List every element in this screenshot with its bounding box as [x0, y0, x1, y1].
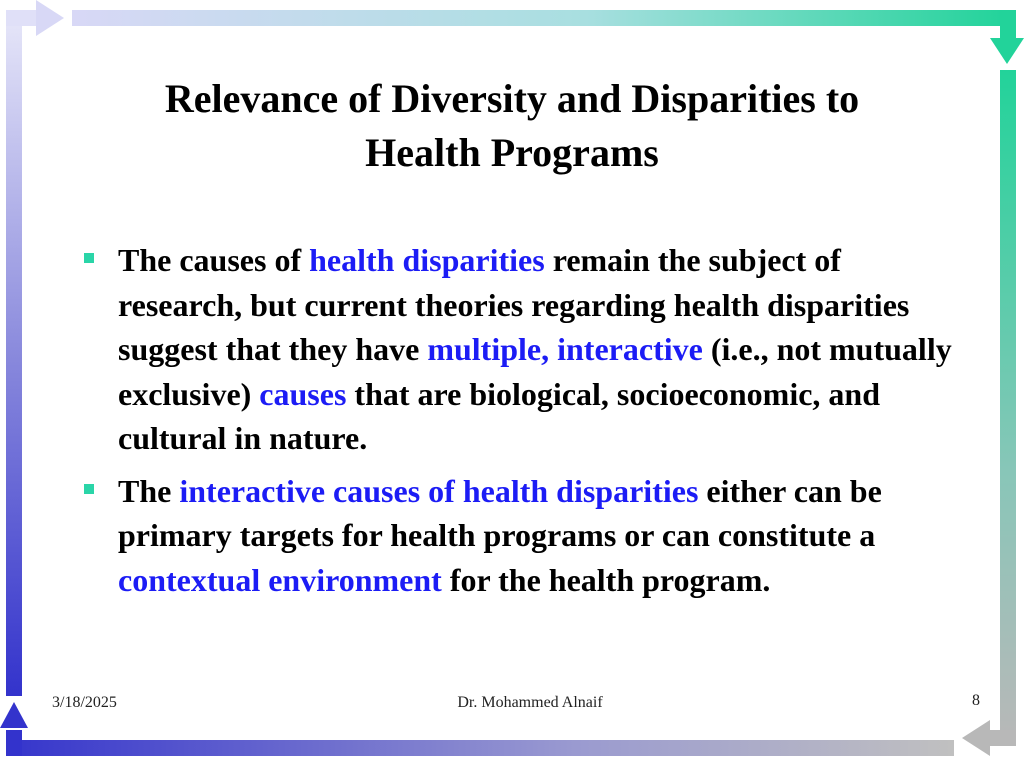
footer-date: 3/18/2025: [52, 694, 117, 711]
highlighted-term: causes: [259, 375, 347, 412]
slide-title: [60, 72, 964, 180]
bullet-text-segment: that are biological, socioeconomic, and cultural in nature.: [118, 375, 880, 456]
highlighted-term: multiple, interactive: [427, 331, 703, 367]
bullet-item: [78, 238, 968, 461]
frame-left-bar: [6, 0, 64, 696]
bullet-text-segment: remain the subject of research, but current theories regarding health disparities suggest that they have: [118, 242, 910, 367]
slide-title-line-2: Health Programs: [365, 130, 659, 175]
footer-author: Dr. Mohammed Alnaif: [457, 694, 603, 711]
bullet-text-segment: The: [118, 472, 180, 509]
highlighted-term: interactive causes of health disparities: [179, 472, 699, 509]
frame-top-bar: [72, 10, 1024, 64]
bullet-text-segment: for the health program.: [441, 561, 771, 598]
arrow-right-icon: [36, 0, 64, 36]
arrow-left-icon: [962, 720, 990, 756]
square-bullet-icon: [84, 484, 94, 494]
highlighted-term: health disparities: [309, 242, 545, 278]
bullet-text-segment: (i.e., not mutually exclusive): [118, 331, 952, 412]
frame-right-bar: [962, 70, 1016, 756]
arrow-down-icon: [990, 38, 1024, 64]
arrow-up-icon: [0, 702, 28, 728]
slide-title-line-1: Relevance of Diversity and Disparities to: [164, 76, 860, 121]
bullet-item: [78, 469, 968, 603]
page-number: 8: [972, 692, 980, 709]
bullet-text-segment: either can be primary targets for health programs or can constitute a: [118, 472, 882, 553]
bullet-text-segment: The causes of: [118, 242, 310, 278]
highlighted-term: contextual environment: [118, 561, 442, 598]
bullet-list: [78, 238, 968, 610]
square-bullet-icon: [84, 253, 94, 263]
